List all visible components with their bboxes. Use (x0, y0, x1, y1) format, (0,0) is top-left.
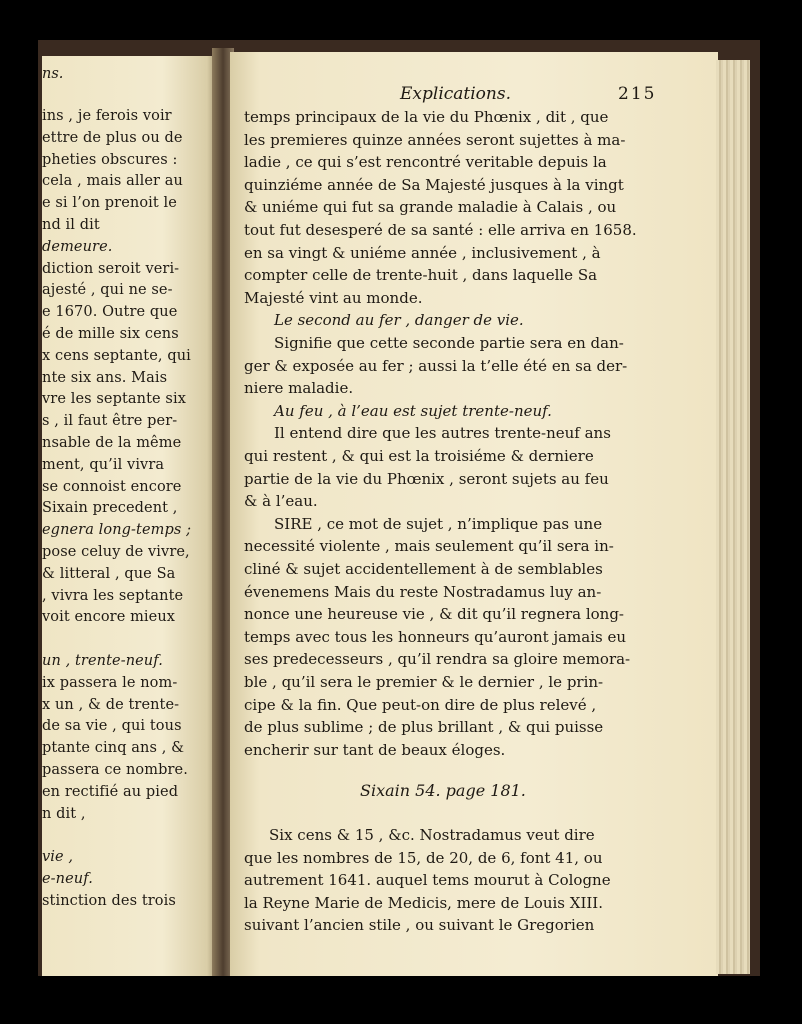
right-text-line: cliné & sujet accidentellement à de semblables (244, 560, 603, 578)
left-text-line: nte six ans. Mais (42, 369, 168, 386)
right-text-line: la Reyne Marie de Medicis, mere de Louis XIII. (244, 893, 603, 912)
left-text-line: ix passera le nom- (42, 674, 178, 691)
left-text-line: cela , mais aller au (42, 173, 183, 190)
right-text-line: tout fut desesperé de sa santé : elle arriva en 1658. (244, 221, 637, 239)
page-number: 215 (618, 84, 657, 104)
section-heading: Sixain 54. page 181. (360, 781, 526, 801)
right-text-line: SIRE , ce mot de sujet , n’implique pas une (274, 514, 603, 533)
left-text-line: ins , je ferois voir (42, 108, 172, 124)
left-text-line: vre les septante six (42, 391, 186, 408)
left-text-line: n dit , (42, 805, 86, 822)
right-text-line: ses predecesseurs , qu’il rendra sa gloire memora- (244, 650, 631, 669)
right-text-line: les premieres quinze années seront sujettes à ma- (244, 130, 626, 149)
left-text-line: x un , & de trente- (42, 696, 180, 713)
right-text-line: compter celle de trente-huit , dans laquelle Sa (244, 266, 598, 285)
right-text-line: ble , qu’il sera le premier & le dernier , le prin- (244, 673, 604, 691)
left-text-line: ajesté , qui ne se- (42, 282, 173, 299)
left-text-line: é de mille six cens (42, 326, 179, 342)
right-text-line: que les nombres de 15, de 20, de 6, font 41, ou (244, 848, 603, 867)
right-text-line: Six cens & 15 , &c. Nostradamus veut dire (269, 826, 595, 844)
left-text-line: nd il dit (42, 217, 100, 233)
left-text-line: e 1670. Outre que (42, 304, 178, 321)
left-text-line: e-neuf. (42, 871, 93, 887)
left-text-line: voit encore mieux (42, 609, 176, 626)
left-text-line: Sixain precedent , (42, 500, 178, 517)
left-text-line: vie , (42, 849, 74, 866)
right-text-line: suivant l’ancien stile , ou suivant le Gregorien (244, 916, 595, 935)
page-edges (716, 60, 750, 974)
left-page (42, 56, 214, 976)
left-text-line: passera ce nombre. (42, 762, 188, 778)
left-text-line: demeure. (42, 238, 113, 255)
left-text-line: , vivra les septante (42, 587, 184, 604)
right-text-line: ladie , ce qui s’est rencontré veritable depuis la (244, 153, 607, 172)
right-text-line: Majesté vint au monde. (244, 288, 423, 307)
right-text-line: partie de la vie du Phœnix , seront sujets au feu (244, 469, 609, 488)
left-text-line: nsable de la même (42, 435, 182, 451)
left-text-line: pose celuy de vivre, (42, 544, 190, 560)
right-text-line: necessité violente , mais seulement qu’il sera in- (244, 537, 614, 556)
left-text-line: diction seroit veri- (42, 260, 180, 277)
right-text-line: Signifie que cette seconde partie sera en dan- (274, 334, 624, 352)
right-page (230, 52, 718, 976)
left-text-line: ettre de plus ou de (42, 129, 183, 146)
right-text-line: quinziéme année de Sa Majesté jusques à la vingt (244, 175, 624, 194)
left-text-line: ptante cinq ans , & (42, 740, 185, 757)
right-text-line: en sa vingt & uniéme année , inclusivement , à (244, 243, 601, 262)
right-text-line: niere maladie. (244, 379, 354, 398)
left-text-line: s , il faut être per- (42, 413, 178, 430)
left-text-line: stinction des trois (42, 892, 176, 909)
right-text-line: temps principaux de la vie du Phœnix , dit , que (244, 108, 609, 126)
left-text-line: & litteral , que Sa (42, 565, 176, 582)
left-text-line: pheties obscures : (42, 151, 178, 168)
left-text-line: egnera long-temps ; (42, 522, 192, 539)
left-text-line: en rectifié au pied (42, 783, 179, 800)
left-text-line: ment, qu’il vivra (42, 456, 165, 473)
left-text-line: un , trente-neuf. (42, 653, 163, 669)
right-text-line: Il entend dire que les autres trente-neuf ans (274, 424, 611, 443)
right-text-line: temps avec tous les honneurs qu’auront jamais eu (244, 627, 627, 646)
right-text-line: Le second au fer , danger de vie. (274, 311, 524, 330)
right-text-line: & à l’eau. (244, 492, 318, 511)
right-text-line: Au feu , à l’eau est sujet trente-neuf. (274, 401, 552, 420)
left-text-line: se connoist encore (42, 478, 182, 495)
right-text-line: & uniéme qui fut sa grande maladie à Calais , ou (244, 198, 617, 217)
right-text-line: encherir sur tant de beaux éloges. (244, 740, 506, 759)
left-text-line: e si l’on prenoit le (42, 195, 177, 212)
left-text-line: x cens septante, qui (42, 347, 191, 364)
left-page-header: ns. (42, 66, 64, 82)
right-text-line: autrement 1641. auquel tems mourut à Cologne (244, 871, 611, 890)
right-text-line: nonce une heureuse vie , & dit qu’il regnera long- (244, 605, 625, 624)
running-head: Explications. (400, 84, 511, 104)
right-text-line: cipe & la fin. Que peut-on dire de plus relevé , (244, 695, 597, 714)
right-text-line: de plus sublime ; de plus brillant , & qui puisse (244, 718, 604, 737)
left-text-line: de sa vie , qui tous (42, 718, 182, 735)
right-text-line: qui restent , & qui est la troisiéme & derniere (244, 447, 594, 465)
right-text-line: ger & exposée au fer ; aussi la t’elle été en sa der- (244, 356, 628, 375)
right-text-line: évenemens Mais du reste Nostradamus luy an- (244, 582, 602, 601)
